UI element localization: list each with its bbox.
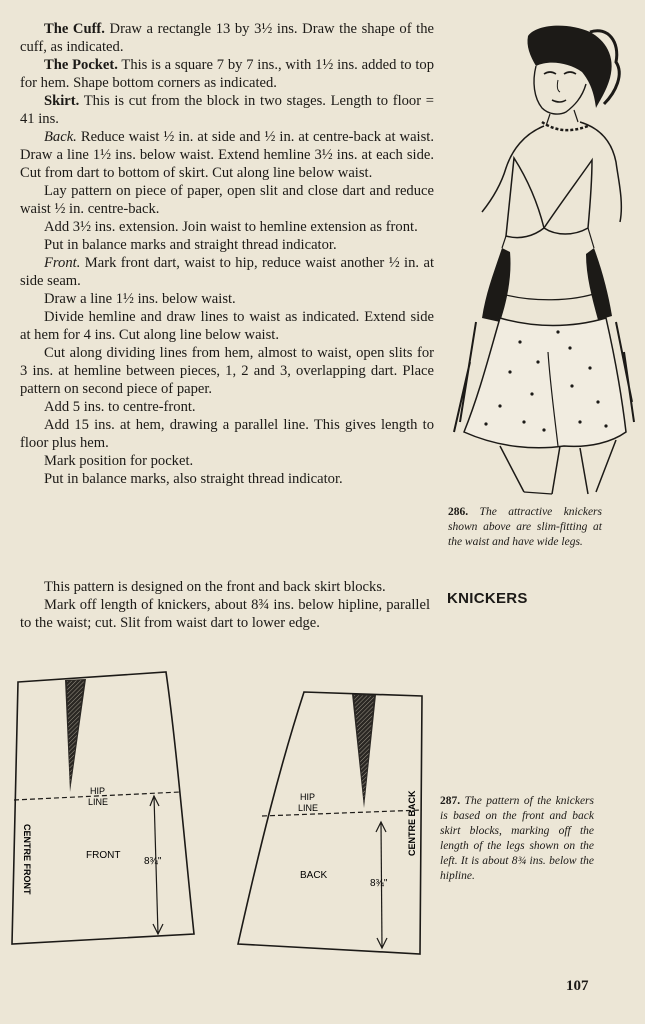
knickers-illustration xyxy=(440,22,635,500)
centre-front-label: CENTRE FRONT xyxy=(22,824,32,895)
para-pocket-position: Mark position for pocket. xyxy=(44,453,194,469)
front-piece-label: FRONT xyxy=(86,850,121,861)
instructions-column xyxy=(20,20,434,488)
para-knickers-length: Mark off length of knickers, about 8¾ ins. below hipline, parallel to the waist; cut. Slit from waist dart to lower edge. xyxy=(20,597,430,631)
para-knickers-intro: This pattern is designed on the front and back skirt blocks. xyxy=(44,579,386,595)
back-piece-label: BACK xyxy=(300,870,328,881)
para-skirt: Skirt. This is cut from the block in two stages. Length to floor = 41 ins. xyxy=(20,93,434,127)
knickers-column xyxy=(20,578,430,632)
back-measure-label: 8¾" xyxy=(370,878,388,889)
page-number: 107 xyxy=(566,978,589,994)
para-divide-hemline: Divide hemline and draw lines to waist as indicated. Extend side at hem for 4 ins. Cut along line below waist. xyxy=(20,309,434,343)
para-draw-line: Draw a line 1½ ins. below waist. xyxy=(44,291,236,307)
front-hip-label: HIP xyxy=(90,786,106,796)
back-hip-label: HIP xyxy=(300,792,316,802)
para-pocket: The Pocket. This is a square 7 by 7 ins., with 1½ ins. added to top for hem. Shape bottom corners as indicated. xyxy=(20,57,434,91)
para-back: Back. Reduce waist ½ in. at side and ½ in. at centre-back at waist. Draw a line 1½ ins. below waist. Extend hemline 3½ ins. at each side. Cut from dart to bottom of skirt. Cut along line below waist. xyxy=(20,129,434,181)
para-add-hem: Add 15 ins. at hem, drawing a parallel line. This gives length to floor plus hem. xyxy=(20,417,434,451)
caption-286: 286. The attractive knickers shown above are slim-fitting at the waist and have wide legs. xyxy=(448,506,603,548)
caption-287: 287. The pattern of the knickers is based on the front and back skirt blocks, marking off the length of the legs shown on the left. It is about 8¾ ins. below the hipline. xyxy=(440,795,594,882)
front-line-label: LINE xyxy=(88,797,109,807)
para-lay-pattern: Lay pattern on piece of paper, open slit and close dart and reduce waist ½ in. centre-back. xyxy=(20,183,434,217)
front-measure-label: 8¾" xyxy=(144,856,162,867)
section-heading: KNICKERS xyxy=(447,590,528,607)
front-pattern-diagram xyxy=(8,668,200,948)
para-final-marks: Put in balance marks, also straight thread indicator. xyxy=(44,471,343,487)
para-front: Front. Mark front dart, waist to hip, reduce waist another ½ in. at side seam. xyxy=(20,255,434,289)
back-line-label: LINE xyxy=(298,803,319,813)
centre-back-label: CENTRE BACK xyxy=(407,790,417,856)
para-cut-lines: Cut along dividing lines from hem, almost to waist, open slits for 3 ins. at hemline between pieces, 1, 2 and 3, overlapping dart. Place pattern on second piece of paper. xyxy=(20,345,434,397)
para-extension: Add 3½ ins. extension. Join waist to hemline extension as front. xyxy=(44,219,418,235)
back-pattern-diagram xyxy=(236,682,428,962)
para-add-centre-front: Add 5 ins. to centre-front. xyxy=(44,399,196,415)
para-cuff: The Cuff. Draw a rectangle 13 by 3½ ins. Draw the shape of the cuff, as indicated. xyxy=(20,21,435,55)
para-balance-marks: Put in balance marks and straight thread indicator. xyxy=(44,237,337,253)
